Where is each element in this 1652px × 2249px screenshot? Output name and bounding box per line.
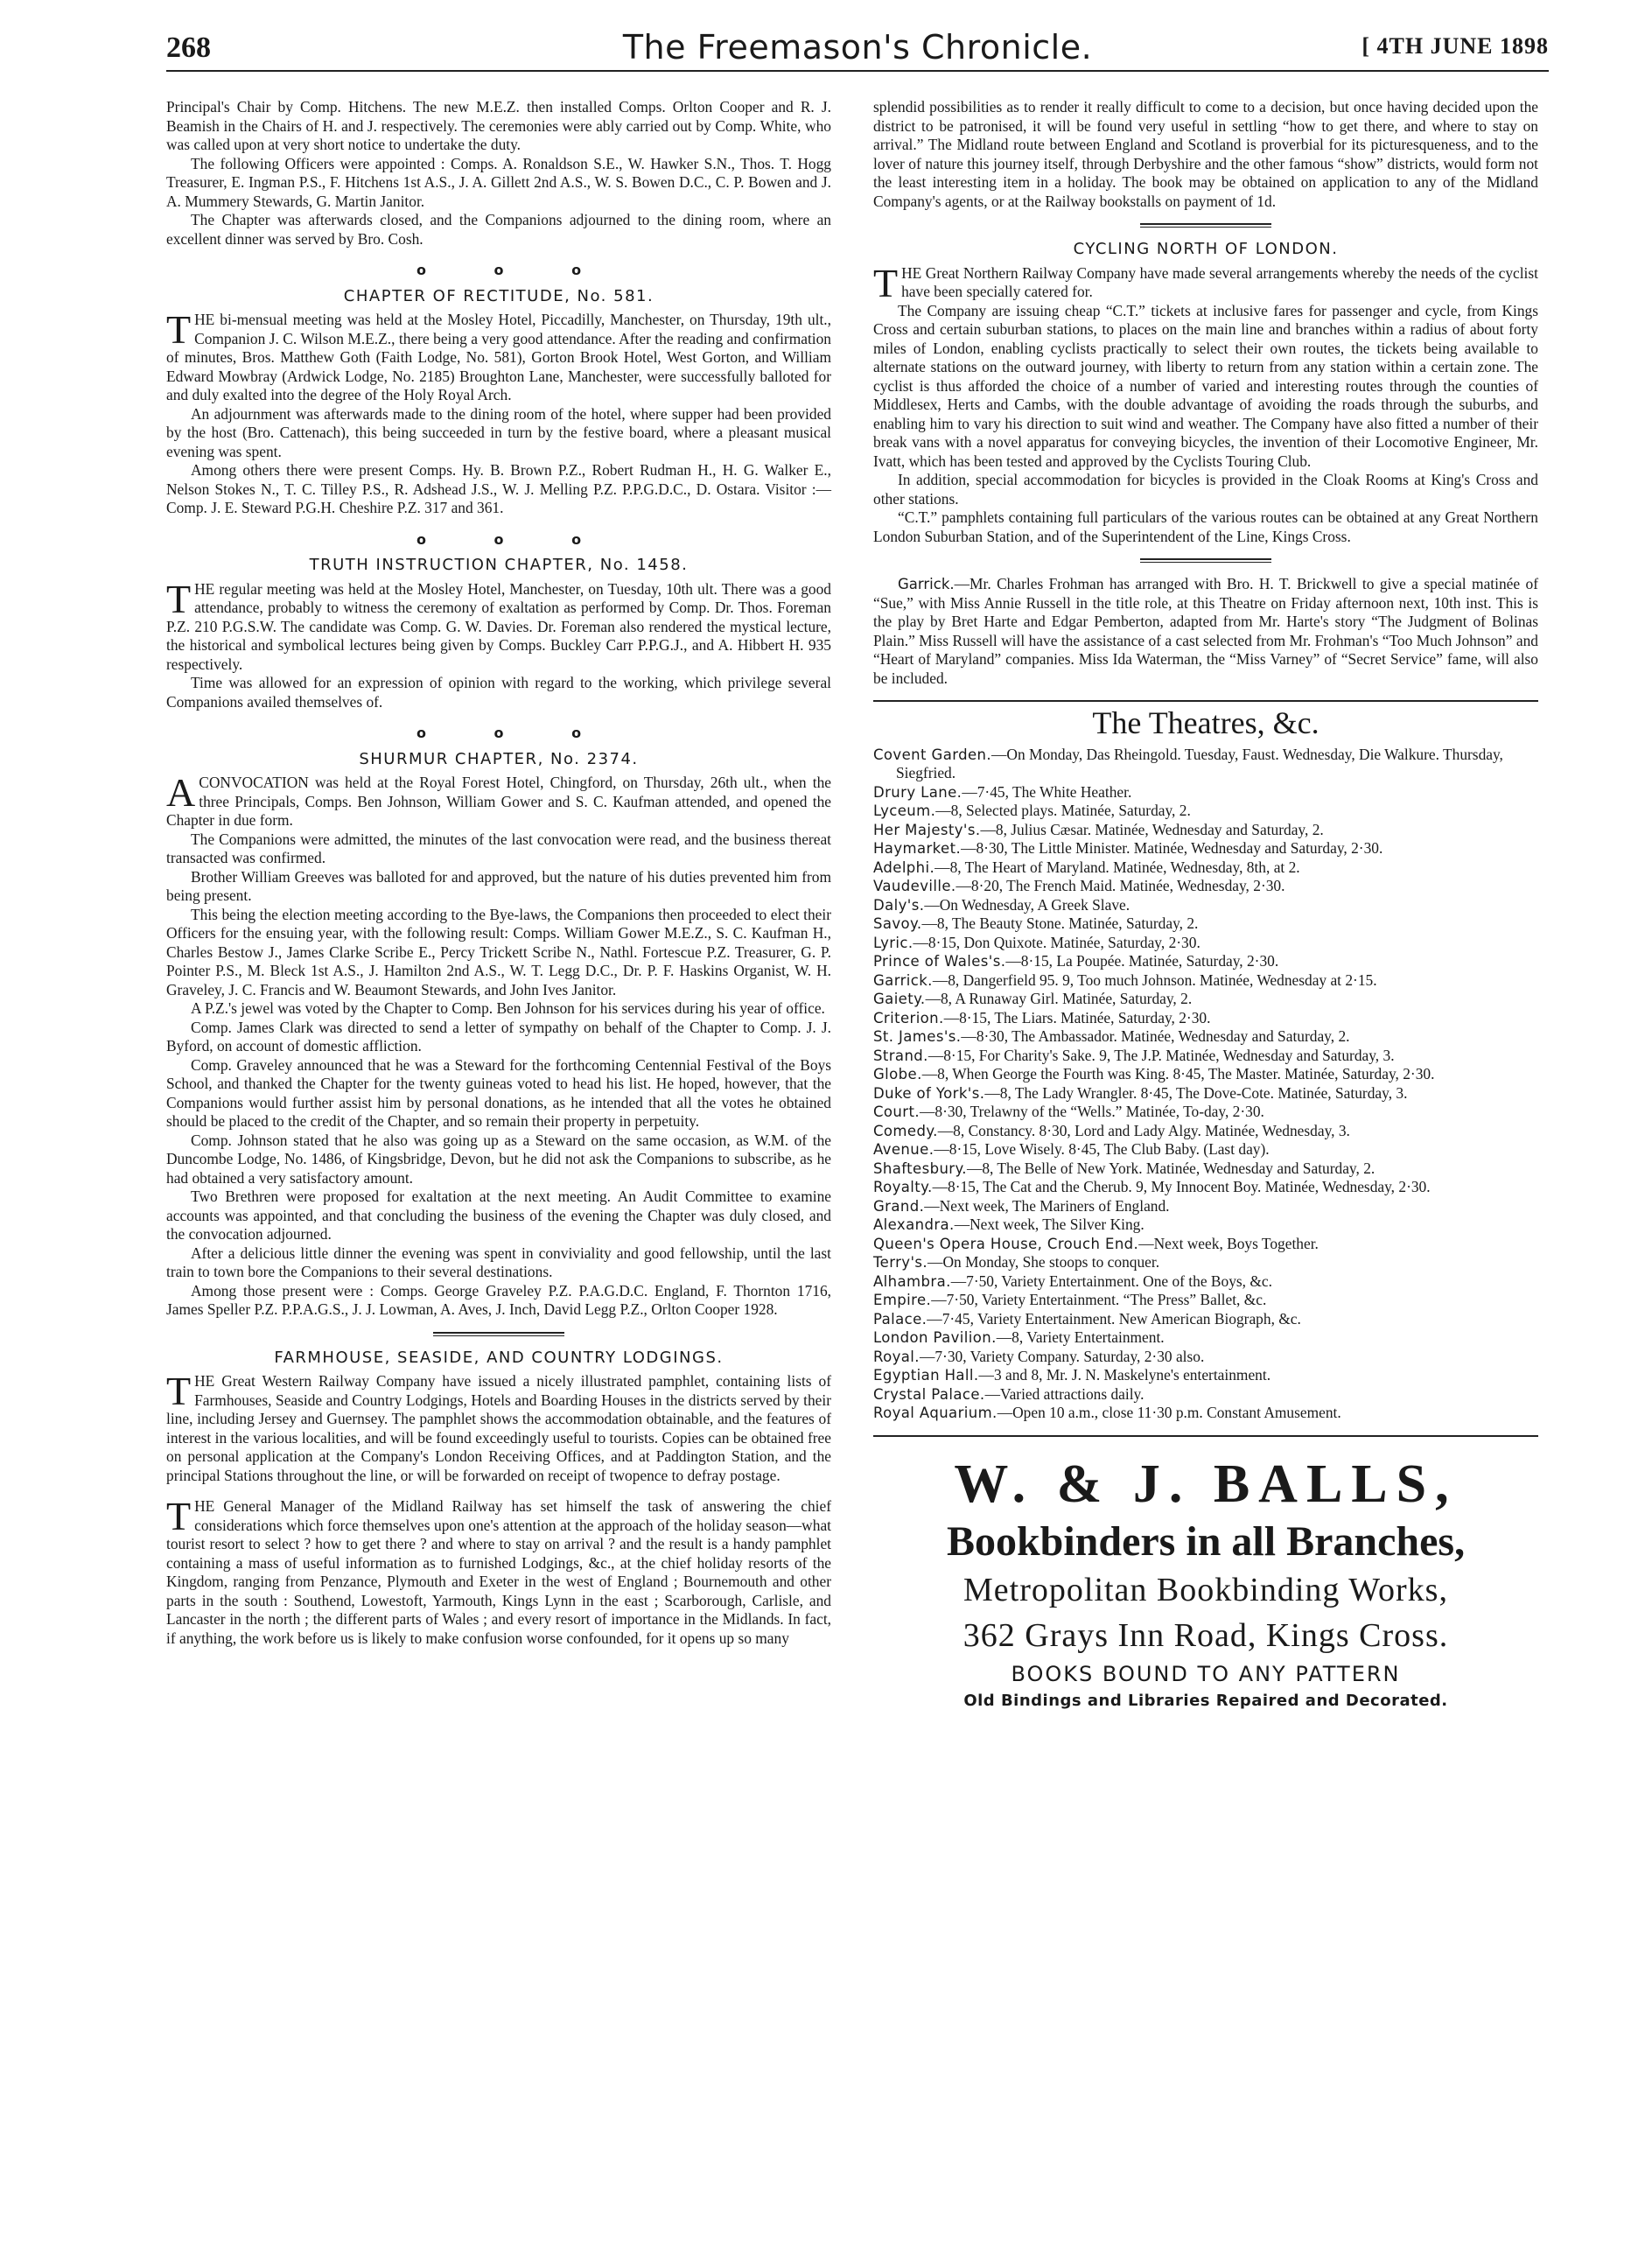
theatre-listing [873,1253,1538,1272]
theatre-details: —8·15, The Liars. Matinée, Saturday, 2·30. [943,1008,1211,1026]
drop-cap: T [166,1494,192,1538]
theatre-name: London Pavilion. [873,1329,997,1346]
theatre-name: Haymarket. [873,840,962,857]
theatre-name: Drury Lane. [873,783,962,801]
theatre-name: Savoy. [873,915,922,932]
theatre-name: Daly's. [873,896,925,914]
masthead-title: The Freemason's Chronicle. [622,28,1093,67]
theatre-name: Royal. [873,1348,920,1365]
theatre-name: Gaiety. [873,991,926,1007]
article-paragraph: THE General Manager of the Midland Railway has set himself the task of answering the chief considerations which force themselves upon one's attention at the approach of the holiday season—what tourist resort to select ? how to get there ? and where to stay on arrival ? and the result is a handy pamphlet containing a mass of useful information as to furnished Lodgings, &c., at the chief holiday resorts of the Kingdom, ranging from Penzance, Plymouth and Exeter in the west of England ; Bournemouth and other parts in the south : Southend, Lowestoft, Yarmouth, Kings Lynn in the east ; Scarborough, Carlisle, and Lancaster in the north ; the different parts of Wales ; and every resort of importance in the Midlands. In fact, if anything, the work before us is likely to make confusion worse confounded, for it opens up so many [166,1494,831,1647]
theatre-details: —8, A Runaway Girl. Matinée, Saturday, 2. [925,990,1193,1007]
article-paragraph: Brother William Greeves was balloted for and approved, but the nature of his duties prevented him from being present. [166,867,831,904]
article-paragraph: THE regular meeting was held at the Mosley Hotel, Manchester, on Tuesday, 10th ult. There was a good attendance, probably to witness the ceremony of exaltation as performed by Comp. Dr. Thos. Foreman P.Z. 210 P.G.S.W. The candidate was Comp. G. W. Davies. Dr. Foreman also rendered the mystical lecture, the historical and symbolical lectures being given by Comps. Buckley Carr P.P.G.J., and A. Hibbert H. 935 respectively. [166,576,831,673]
drop-cap: T [166,307,192,352]
theatre-name: Crystal Palace. [873,1385,985,1403]
theatre-name: Garrick. [873,971,933,989]
theatre-name: Lyceum. [873,802,936,819]
theatre-listing [873,1328,1538,1348]
theatre-details: —8, Julius Cæsar. Matinée, Wednesday and Saturday, 2. [980,820,1324,838]
drop-cap: T [873,260,899,305]
divider [1140,223,1271,228]
theatre-details: —8·15, The Cat and the Cherub. 9, My Innocent Boy. Matinée, Wednesday, 2·30. [932,1178,1431,1195]
theatre-listing [873,858,1538,878]
article-paragraph: This being the election meeting according to the Bye-laws, the Companions then proceeded to elect their Officers for the ensuing year, with the following result: Comps. William Gower M.E.Z., S. C. Kaufman H., Charles Bestow J., James Clarke Scribe E., Percy Trickett Scribe N., Nathl. Fortescue P.Z. Treasurer, G. P. Pointer P.S., M. Bleck 1st A.S., J. Hamilton 2nd A.S., W. T. Legg D.C., Dr. P. F. Haskins Organist, W. H. Graveley, J. C. Francis and W. Beaumont Stewards, and John Ives Janitor. [166,905,831,998]
theatre-listing [873,1216,1538,1235]
page-number: 268 [166,32,211,64]
theatre-listing [873,821,1538,840]
theatre-details: —3 and 8, Mr. J. N. Maskelyne's entertainment. [978,1366,1271,1384]
theatre-listing [873,1197,1538,1216]
theatre-listing [873,1140,1538,1160]
divider [873,700,1538,702]
advertisement [873,1453,1538,1713]
right-column [873,98,1538,1713]
theatre-details: —8·30, The Ambassador. Matinée, Wednesday and Saturday, 2. [961,1027,1350,1045]
theatre-name: Globe. [873,1066,922,1082]
theatre-listing [873,1366,1538,1385]
ad-works: Metropolitan Bookbinding Works, [963,1571,1448,1608]
theatre-name: Court. [873,1103,920,1120]
theatre-listing [873,1160,1538,1179]
section-heading: FARMHOUSE, SEASIDE, AND COUNTRY LODGINGS. [274,1348,724,1367]
article-paragraph: Principal's Chair by Comp. Hitchens. The new M.E.Z. then installed Comps. Orlton Cooper and R. J. Beamish in the Chairs of H. and J. respectively. The ceremonies were ably carried out by Comp. White, who was called upon at very short notice to undertake the duty. [166,98,831,153]
theatre-details: —8, The Heart of Maryland. Matinée, Wednesday, 8th, at 2. [934,858,1300,876]
theatre-name: Egyptian Hall. [873,1367,979,1384]
theatre-listing [873,746,1538,783]
theatre-details: —7·45, The White Heather. [962,782,1132,801]
section-heading: SHURMUR CHAPTER, No. 2374. [359,749,639,768]
theatre-details: —8·15, For Charity's Sake. 9, The J.P. Matinée, Wednesday and Saturday, 3. [928,1046,1395,1064]
theatre-details: —Next week, Boys Together. [1138,1234,1319,1252]
theatre-details: —8, Constancy. 8·30, Lord and Lady Algy. Matinée, Wednesday, 3. [937,1121,1350,1139]
article-paragraph: The Company are issuing cheap “C.T.” tickets at inclusive fares for passenger and cycle, from Kings Cross and certain suburban stations, to places on the main line and branches within a radius of about forty miles of London, enabling cyclists practically to select their own routes, the tickets being available to alternate stations on the outward journey, with liberty to return from any station within a certain zone. The cyclist is thus afforded the choice of a number of varied and interesting routes through the counties of Middlesex, Herts and Cambs, with the double advantage of avoiding the roads through the suburbs, and enabling him to vary his direction to suit wind and weather. The Company have also fitted a number of their break vans with a novel apparatus for conveying bicycles, the invention of their Locomotive Engineer, Mr. Ivatt, which has been tested and approved by the Cyclists Touring Club. [873,301,1538,470]
article-paragraph: The Chapter was afterwards closed, and the Companions adjourned to the dining room, where an excellent dinner was served by Bro. Cosh. [166,211,831,248]
theatre-name: St. James's. [873,1028,962,1045]
theatre-details: —8, The Belle of New York. Matinée, Wednesday and Saturday, 2. [966,1159,1376,1177]
theatre-name: Palace. [873,1310,928,1328]
theatre-details: —Varied attractions daily. [984,1384,1144,1403]
theatre-name: Alexandra. [873,1216,955,1233]
theatre-listing [873,1310,1538,1329]
theatre-listing [873,1385,1538,1405]
issue-date: [ 4TH JUNE 1898 [1362,33,1549,59]
drop-cap: A [166,770,196,815]
theatre-name: Empire. [873,1292,932,1308]
theatre-name: Avenue. [873,1141,934,1158]
theatre-listing [873,1272,1538,1292]
theatre-listing [873,802,1538,821]
article-paragraph: The Companions were admitted, the minutes of the last convocation were read, and the business thereat transacted was confirmed. [166,830,831,866]
theatre-name: Criterion. [873,1009,944,1026]
theatre-name: Adelphi. [873,858,935,876]
article-paragraph: Among others there were present Comps. Hy. B. Brown P.Z., Robert Rudman H., H. G. Walker E., Nelson Stokes N., T. C. Tilley P.S., R. Adshead J.S., W. J. Melling P.Z. P.P.G.D.C., D. Ostara. Visitor :—Comp. J. E. Steward P.G.H. Cheshire P.Z. 317 and 361. [166,461,831,516]
drop-cap: T [166,1369,192,1413]
theatre-name: Royal Aquarium. [873,1405,998,1421]
theatre-listing [873,1348,1538,1367]
theatre-listing [873,839,1538,858]
theatre-listing [873,1009,1538,1028]
theatre-listing [873,914,1538,934]
theatre-listing [873,1103,1538,1122]
theatre-listing [873,1122,1538,1141]
theatre-details: —On Monday, Das Rheingold. Tuesday, Faust. Wednesday, Die Walkure. Thursday, Siegfried. [896,745,1503,781]
article-paragraph: Comp. Johnson stated that he also was going up as a Steward on the same occasion, as W.M. of the Duncombe Lodge, No. 1486, of Kingsbridge, Devon, but he did not ask the Companions to subscribe, as he had obtained a very satisfactory amount. [166,1131,831,1187]
theatres-heading: The Theatres, &c. [1092,705,1320,740]
theatre-listing [873,896,1538,915]
theatre-details: —7·45, Variety Entertainment. New American Biograph, &c. [927,1309,1301,1328]
theatre-name: Alhambra. [873,1272,951,1290]
ad-subline: Old Bindings and Libraries Repaired and Decorated. [963,1691,1448,1710]
theatre-listing [873,971,1538,991]
page-header [166,28,1549,72]
theatre-name: Vaudeville. [873,878,956,894]
article-paragraph: splendid possibilities as to render it really difficult to come to a decision, but once having decided upon the district to be patronised, it will be found very useful in settling “how to get there, and where to stay on arrival.” The Midland route between England and Scotland is proverbial for its picturesqueness, and to the lover of nature this journey itself, through Derbyshire and the other famous “show” districts, would form not the least interesting item in a holiday. The book may be obtained on application to any of the Midland Company's agents, or at the Railway bookstalls on payment of 1d. [873,98,1538,210]
article-paragraph: ACONVOCATION was held at the Royal Forest Hotel, Chingford, on Thursday, 26th ult., when the three Principals, Comps. Ben Johnson, William Gower and S. C. Kaufman attended, and opened the Chapter in due form. [166,770,831,829]
theatre-details: —Open 10 a.m., close 11·30 p.m. Constant Amusement. [997,1404,1341,1421]
theatre-listing [873,1027,1538,1047]
theatre-name: Queen's Opera House, Crouch End. [873,1235,1139,1252]
article-paragraph: An adjournment was afterwards made to the dining room of the hotel, where supper had been provided by the host (Bro. Cattenach), this being succeeded in turn by the festive board, where a pleasant musical evening was spent. [166,404,831,460]
theatre-name: Covent Garden. [873,746,992,763]
section-separator: o o o [416,725,613,741]
theatre-details: —On Wednesday, A Greek Slave. [924,895,1130,914]
divider [873,1435,1538,1437]
theatre-details: —8, Selected plays. Matinée, Saturday, 2. [935,802,1191,819]
theatre-details: —8, When George the Fourth was King. 8·45, The Master. Matinée, Saturday, 2·30. [921,1065,1435,1082]
theatre-details: —8·30, The Little Minister. Matinée, Wednesday and Saturday, 2·30. [961,839,1383,857]
theatre-listing [873,934,1538,953]
section-heading: CYCLING NORTH OF LONDON. [1073,240,1339,258]
theatre-name: Prince of Wales's. [873,953,1006,970]
article-paragraph: THE bi-mensual meeting was held at the Mosley Hotel, Piccadilly, Manchester, on Thursday, 19th ult., Companion J. C. Wilson M.E.Z., there being a very good attendance. After the reading and confirmation of minutes, Bros. Matthew Goth (Faith Lodge, No. 581), Gorton Brook Hotel, West Gorton, and William Edward Mowbray (Ardwick Lodge, No. 2185) Broughton Lane, Manchester, were successfully balloted for and duly exalted into the degree of the Holy Royal Arch. [166,307,831,403]
article-paragraph: A P.Z.'s jewel was voted by the Chapter to Comp. Ben Johnson for his services during his year of office. [191,999,825,1017]
article-paragraph: THE Great Northern Railway Company have made several arrangements whereby the needs of the cyclist have been specially catered for. [873,260,1538,305]
theatre-details: —8·20, The French Maid. Matinée, Wednesday, 2·30. [956,877,1285,894]
theatre-details: —8·15, La Poupée. Matinée, Saturday, 2·30. [1005,952,1279,970]
article-paragraph: THE Great Western Railway Company have issued a nicely illustrated pamphlet, containing lists of Farmhouses, Seaside and Country Lodgings, Hotels and Boarding Houses in the districts served by their line, including Jersey and Guernsey. The pamphlet shows the accommodation obtainable, and the features of interest in the various localities, and will be found exceedingly useful to tourists. Copies can be obtained free on personal application at the Company's London Receiving Offices, and at Paddington Station, and the principal Stations throughout the line, or will be forwarded on receipt of twopence to defray postage. [166,1369,831,1484]
article-paragraph: “C.T.” pamphlets containing full particulars of the various routes can be obtained at any Great Northern London Suburban Station, and of the Superintendent of the Line, Kings Cross. [873,508,1538,545]
theatre-name: Grand. [873,1197,925,1215]
theatre-name: Garrick. [898,576,955,592]
theatre-listing [873,783,1538,802]
article-paragraph: Among those present were : Comps. George Graveley P.Z. P.A.G.D.C. England, F. Thornton 1716, James Speller P.Z. P.P.A.G.S., J. J. Lowman, A. Aves, J. Inch, David Legg P.Z., Orlton Cooper 1928. [166,1281,831,1318]
divider [433,1332,564,1336]
theatre-details: —8, Variety Entertainment. [996,1328,1165,1346]
drop-cap: T [166,576,192,621]
article-paragraph: Garrick.—Mr. Charles Frohman has arranged with Bro. H. T. Brickwell to give a special matinée of “Sue,” with Miss Annie Russell in the title role, at this Theatre on Friday afternoon next, 10th inst. This is the play by Bret Harte and Edgar Pemberton, adapted from Mr. Harte's story “The Judgment of Bolinas Plain.” Miss Russell will have the assistance of a cast selected from Mr. Frohman's “Too Much Johnson” and “Heart of Maryland” companies. Miss Ida Waterman, the “Miss Varney” of “Secret Service” fame, will also be included. [873,575,1538,687]
section-separator: o o o [416,262,613,278]
theatre-listing [873,1047,1538,1066]
theatre-listing [873,1235,1538,1254]
article-paragraph: Comp. James Clark was directed to send a letter of sympathy on behalf of the Chapter to Comp. J. J. Byford, on account of domestic affliction. [166,1018,831,1054]
theatre-details: —8·15, Don Quixote. Matinée, Saturday, 2·30. [913,933,1200,951]
theatre-listings [873,746,1538,1423]
theatre-details: —Next week, The Mariners of England. [924,1196,1170,1215]
theatre-listing [873,1291,1538,1310]
theatre-name: Lyric. [873,934,914,951]
theatre-listing [873,1404,1538,1423]
theatre-details: —8, Dangerfield 95. 9, Too much Johnson. Matinée, Wednesday at 2·15. [932,970,1377,989]
left-column [166,98,831,1648]
theatre-name: Terry's. [873,1254,928,1271]
theatre-details: —8, The Beauty Stone. Matinée, Saturday, 2. [921,914,1199,932]
article-paragraph: After a delicious little dinner the evening was spent in conviviality and good fellowship, until the last train to town bore the Companions to their several destinations. [166,1244,831,1280]
theatre-name: Her Majesty's. [873,821,981,838]
theatre-listing [873,1065,1538,1084]
theatre-name: Royalty. [873,1179,933,1195]
ad-address: 362 Grays Inn Road, Kings Cross. [962,1616,1449,1654]
theatre-listing [873,1084,1538,1103]
theatre-name: Strand. [873,1047,928,1064]
theatre-details: —On Monday, She stoops to conquer. [928,1253,1160,1271]
article-paragraph: The following Officers were appointed : Comps. A. Ronaldson S.E., W. Hawker S.N., Thos. T. Hogg Treasurer, E. Ingman P.S., F. Hitchens 1st A.S., J. A. Gillett 2nd A.S., W. S. Bowen D.C., C. P. Bowen and J. A. Mummery Stewards, G. Martin Janitor. [166,154,831,210]
theatre-listing [873,877,1538,896]
section-heading: CHAPTER OF RECTITUDE, No. 581. [343,286,654,305]
article-paragraph: Two Brethren were proposed for exaltation at the next meeting. An Audit Committee to examine accounts was appointed, and that concluding the business of the evening the Chapter was duly closed, and the convocation adjourned. [166,1188,831,1243]
divider [1140,558,1271,563]
ad-tagline: BOOKS BOUND TO ANY PATTERN [1011,1661,1401,1686]
theatre-details: —7·30, Variety Company. Saturday, 2·30 also. [919,1347,1205,1365]
theatre-name: Comedy. [873,1122,938,1139]
theatre-listing [873,1178,1538,1197]
theatre-details: —8, The Lady Wrangler. 8·45, The Dove-Cote. Matinée, Saturday, 3. [984,1083,1408,1102]
theatre-listing [873,952,1538,971]
theatre-listing [873,990,1538,1009]
ad-trade: Bookbinders in all Branches, [946,1517,1466,1565]
article-paragraph: Time was allowed for an expression of opinion with regard to the working, which privilege several Companions availed themselves of. [166,674,831,711]
theatre-details: —8·15, Love Wisely. 8·45, The Club Baby. (Last day). [934,1140,1270,1158]
article-paragraph: Comp. Graveley announced that he was a Steward for the forthcoming Centennial Festival of the Boys School, and thanked the Chapter for the twenty guineas voted to head his list. He hoped, however, that the Companions would further assist him by personal donations, as he intended that all the votes he obtained should be placed to the credit of the Chapter, and so remain their property in perpetuity. [166,1055,831,1130]
section-heading: TRUTH INSTRUCTION CHAPTER, No. 1458. [309,556,689,574]
section-separator: o o o [416,530,613,548]
theatre-details: —Next week, The Silver King. [954,1216,1144,1233]
article-paragraph: In addition, special accommodation for bicycles is provided in the Cloak Rooms at King's Cross and other stations. [873,471,1538,508]
theatre-details: —7·50, Variety Entertainment. One of the Boys, &c. [950,1272,1272,1290]
ad-company-name: W. & J. BALLS, [954,1454,1458,1514]
theatre-details: —7·50, Variety Entertainment. “The Press” Ballet, &c. [931,1291,1267,1308]
theatre-details: —8·30, Trelawny of the “Wells.” Matinée, To-day, 2·30. [919,1103,1264,1120]
theatre-name: Shaftesbury. [873,1160,967,1177]
theatre-name: Duke of York's. [873,1084,985,1102]
